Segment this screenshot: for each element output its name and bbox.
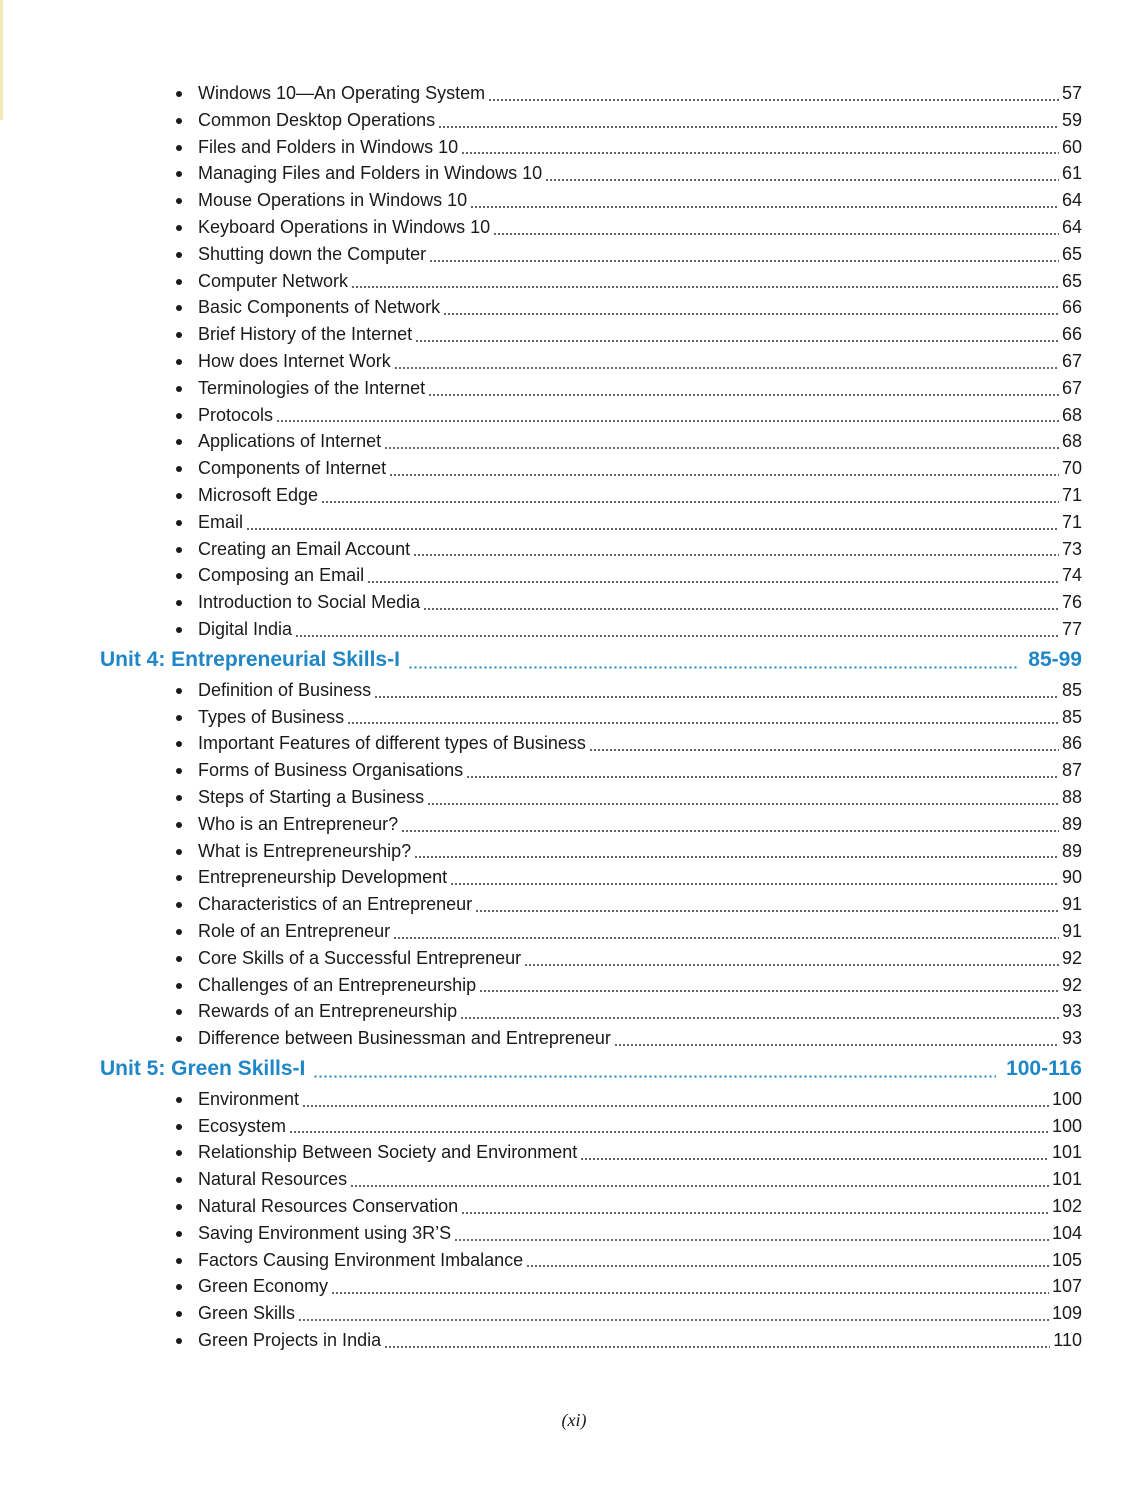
unit-heading[interactable]	[100, 643, 1082, 677]
toc-entry-page: 91	[1061, 920, 1082, 941]
toc-entry-page: 65	[1061, 270, 1082, 291]
dot-leader	[428, 394, 1059, 396]
toc-entry[interactable]	[100, 1193, 1082, 1220]
toc-entry-page: 89	[1061, 813, 1082, 834]
toc-entry-label: Brief History of the Internet	[198, 324, 413, 345]
dot-leader	[331, 1292, 1049, 1294]
toc-entry[interactable]	[100, 428, 1082, 455]
toc-entry-page: 93	[1061, 1001, 1082, 1022]
toc-entry-page: 88	[1061, 786, 1082, 807]
toc-entry-label: Types of Business	[198, 706, 345, 727]
toc-entry-label: Basic Components of Network	[198, 297, 441, 318]
dot-leader	[367, 581, 1059, 583]
dot-leader	[415, 340, 1059, 342]
dot-leader	[443, 313, 1059, 315]
toc-entry-page: 91	[1061, 894, 1082, 915]
toc-entry-page: 71	[1061, 511, 1082, 532]
toc-entry-label: Common Desktop Operations	[198, 109, 436, 130]
toc-entry[interactable]	[100, 1273, 1082, 1300]
toc-entry[interactable]	[100, 241, 1082, 268]
dot-leader	[394, 367, 1059, 369]
toc-entry-label: Factors Causing Environment Imbalance	[198, 1249, 524, 1270]
toc-entry[interactable]	[100, 214, 1082, 241]
toc-entry-page: 101	[1051, 1169, 1082, 1190]
toc-entry-page: 109	[1051, 1303, 1082, 1324]
toc-entry-page: 66	[1061, 297, 1082, 318]
toc-entry[interactable]	[100, 677, 1082, 704]
toc-entry-page: 59	[1061, 109, 1082, 130]
toc-entry[interactable]	[100, 757, 1082, 784]
toc-entry-label: What is Entrepreneurship?	[198, 840, 412, 861]
toc-entry-label: Managing Files and Folders in Windows 10	[198, 163, 543, 184]
toc-entry[interactable]	[100, 294, 1082, 321]
toc-entry-label: Forms of Business Organisations	[198, 760, 464, 781]
toc-entry-label: How does Internet Work	[198, 350, 391, 371]
toc-entry-page: 64	[1061, 190, 1082, 211]
toc-entry-page: 70	[1061, 458, 1082, 479]
dot-leader	[347, 722, 1059, 724]
toc-entry[interactable]	[100, 972, 1082, 999]
toc-entry-page: 76	[1061, 592, 1082, 613]
table-of-contents	[100, 80, 1082, 1354]
toc-entry-label: Files and Folders in Windows 10	[198, 136, 459, 157]
toc-entry-page: 92	[1061, 974, 1082, 995]
toc-entry-page: 93	[1061, 1028, 1082, 1049]
toc-entry[interactable]	[100, 1220, 1082, 1247]
toc-entry-label: Entrepreneurship Development	[198, 867, 448, 888]
toc-entry[interactable]	[100, 730, 1082, 757]
toc-entry-page: 77	[1061, 618, 1082, 639]
dot-leader	[427, 803, 1059, 805]
toc-entry-label: Natural Resources	[198, 1169, 348, 1190]
toc-entry[interactable]	[100, 402, 1082, 429]
toc-entry[interactable]	[100, 1247, 1082, 1274]
unit-title: Unit 5: Green Skills-I	[100, 1056, 306, 1080]
dot-leader	[423, 608, 1059, 610]
toc-entry[interactable]	[100, 811, 1082, 838]
toc-entry[interactable]	[100, 455, 1082, 482]
dot-leader	[350, 1185, 1049, 1187]
toc-entry-label: Characteristics of an Entrepreneur	[198, 894, 473, 915]
dot-leader	[401, 830, 1059, 832]
toc-entry-page: 60	[1061, 136, 1082, 157]
toc-entry[interactable]	[100, 187, 1082, 214]
toc-entry-page: 105	[1051, 1249, 1082, 1270]
toc-entry[interactable]	[100, 509, 1082, 536]
dot-leader	[454, 1239, 1049, 1241]
dot-leader	[461, 1212, 1049, 1214]
unit-page-range: 85-99	[1028, 647, 1082, 671]
toc-entry[interactable]	[100, 482, 1082, 509]
toc-entry-label: Role of an Entrepreneur	[198, 920, 391, 941]
toc-entry-label: Computer Network	[198, 270, 349, 291]
toc-entry[interactable]	[100, 864, 1082, 891]
dot-leader	[389, 474, 1059, 476]
toc-entry-page: 73	[1061, 538, 1082, 559]
dot-leader	[246, 528, 1059, 530]
toc-entry-label: Important Features of different types of Business	[198, 733, 586, 754]
toc-entry[interactable]	[100, 321, 1082, 348]
toc-entry[interactable]	[100, 80, 1082, 107]
toc-entry-page: 64	[1061, 216, 1082, 237]
toc-entry[interactable]	[100, 107, 1082, 134]
toc-entry-label: Introduction to Social Media	[198, 592, 421, 613]
toc-entry-label: Natural Resources Conservation	[198, 1196, 459, 1217]
toc-entry[interactable]	[100, 268, 1082, 295]
toc-entry-label: Creating an Email Account	[198, 538, 411, 559]
toc-entry-label: Difference between Businessman and Entrepreneur	[198, 1028, 611, 1049]
toc-entry-page: 87	[1061, 760, 1082, 781]
dot-leader	[524, 964, 1059, 966]
dot-leader	[614, 1044, 1059, 1046]
toc-entry[interactable]	[100, 616, 1082, 643]
dot-leader	[460, 1017, 1059, 1019]
dot-leader	[384, 447, 1059, 449]
toc-entry-page: 67	[1061, 377, 1082, 398]
dot-leader	[589, 749, 1059, 751]
toc-entry[interactable]	[100, 1086, 1082, 1113]
toc-entry-page: 90	[1061, 867, 1082, 888]
dot-leader	[289, 1131, 1049, 1133]
dot-leader	[302, 1105, 1049, 1107]
dot-leader	[298, 1319, 1049, 1321]
toc-entry-page: 102	[1051, 1196, 1082, 1217]
toc-entry-label: Environment	[198, 1088, 300, 1109]
toc-entry-page: 57	[1061, 83, 1082, 103]
toc-entry[interactable]	[100, 589, 1082, 616]
dot-leader	[295, 635, 1059, 637]
dot-leader	[413, 554, 1059, 556]
toc-entry-label: Email	[198, 511, 244, 532]
page-number: (xi)	[561, 1410, 587, 1430]
toc-entry-page: 85	[1061, 706, 1082, 727]
toc-entry-page: 66	[1061, 324, 1082, 345]
toc-entry[interactable]	[100, 1113, 1082, 1140]
toc-entry[interactable]	[100, 348, 1082, 375]
dot-leader	[545, 179, 1059, 181]
toc-entry-label: Composing an Email	[198, 565, 365, 586]
toc-entry[interactable]	[100, 134, 1082, 161]
toc-entry-label: Steps of Starting a Business	[198, 786, 425, 807]
toc-entry-label: Microsoft Edge	[198, 484, 319, 505]
toc-entry-label: Challenges of an Entrepreneurship	[198, 974, 477, 995]
dot-leader	[450, 883, 1059, 885]
dot-leader	[408, 666, 1018, 669]
toc-entry-page: 104	[1051, 1222, 1082, 1243]
toc-entry-label: Core Skills of a Successful Entrepreneur	[198, 947, 522, 968]
dot-leader	[488, 99, 1059, 101]
toc-entry-label: Definition of Business	[198, 679, 372, 700]
dot-leader	[466, 776, 1059, 778]
page-edge-mark	[0, 0, 3, 120]
toc-entry-label: Ecosystem	[198, 1115, 287, 1136]
toc-entry[interactable]	[100, 160, 1082, 187]
dot-leader	[438, 126, 1059, 128]
dot-leader	[479, 990, 1059, 992]
toc-entry-page: 100	[1051, 1088, 1082, 1109]
dot-leader	[526, 1265, 1049, 1267]
toc-entry[interactable]	[100, 1025, 1082, 1052]
toc-entry[interactable]	[100, 1327, 1082, 1354]
toc-entry[interactable]	[100, 1139, 1082, 1166]
toc-entry-label: Terminologies of the Internet	[198, 377, 426, 398]
toc-entry-label: Who is an Entrepreneur?	[198, 813, 399, 834]
unit-page-range: 100-116	[1006, 1056, 1082, 1080]
toc-entry[interactable]	[100, 838, 1082, 865]
toc-entry-page: 67	[1061, 350, 1082, 371]
toc-entry-label: Windows 10—An Operating System	[198, 83, 486, 103]
toc-entry-label: Components of Internet	[198, 458, 387, 479]
toc-entry-page: 110	[1053, 1330, 1082, 1351]
toc-entry-page: 86	[1061, 733, 1082, 754]
toc-entry-page: 107	[1051, 1276, 1082, 1297]
dot-leader	[429, 260, 1059, 262]
toc-entry-label: Relationship Between Society and Environment	[198, 1142, 578, 1163]
dot-leader	[384, 1346, 1050, 1348]
toc-entry-page: 68	[1061, 404, 1082, 425]
toc-entry[interactable]	[100, 1300, 1082, 1327]
dot-leader	[351, 286, 1059, 288]
toc-entry-label: Green Economy	[198, 1276, 329, 1297]
dot-leader	[461, 152, 1059, 154]
dot-leader	[475, 910, 1059, 912]
toc-entry[interactable]	[100, 562, 1082, 589]
toc-entry-page: 74	[1061, 565, 1082, 586]
toc-entry-page: 92	[1061, 947, 1082, 968]
toc-entry-page: 100	[1051, 1115, 1082, 1136]
toc-entry[interactable]	[100, 918, 1082, 945]
toc-entry-label: Keyboard Operations in Windows 10	[198, 216, 491, 237]
toc-entry-label: Green Projects in India	[198, 1330, 382, 1351]
dot-leader	[580, 1158, 1049, 1160]
toc-entry[interactable]	[100, 536, 1082, 563]
toc-entry[interactable]	[100, 375, 1082, 402]
toc-entry-label: Saving Environment using 3R’S	[198, 1222, 452, 1243]
toc-entry-label: Shutting down the Computer	[198, 243, 427, 264]
toc-entry-page: 89	[1061, 840, 1082, 861]
unit-heading[interactable]	[100, 1052, 1082, 1086]
toc-entry[interactable]	[100, 998, 1082, 1025]
toc-entry-label: Rewards of an Entrepreneurship	[198, 1001, 458, 1022]
toc-entry-label: Green Skills	[198, 1303, 296, 1324]
toc-entry-page: 68	[1061, 431, 1082, 452]
toc-entry[interactable]	[100, 704, 1082, 731]
toc-entry-label: Protocols	[198, 404, 274, 425]
toc-entry[interactable]	[100, 1166, 1082, 1193]
dot-leader	[414, 856, 1059, 858]
toc-entry-page: 61	[1061, 163, 1082, 184]
toc-entry-label: Digital India	[198, 618, 293, 639]
dot-leader	[374, 696, 1059, 698]
dot-leader	[313, 1075, 996, 1078]
dot-leader	[393, 937, 1059, 939]
toc-entry-label: Mouse Operations in Windows 10	[198, 190, 468, 211]
dot-leader	[276, 420, 1059, 422]
unit-title: Unit 4: Entrepreneurial Skills-I	[100, 647, 400, 671]
dot-leader	[321, 501, 1059, 503]
dot-leader	[470, 206, 1059, 208]
toc-entry-page: 85	[1061, 679, 1082, 700]
toc-entry-page: 65	[1061, 243, 1082, 264]
toc-entry-page: 71	[1061, 484, 1082, 505]
toc-entry-label: Applications of Internet	[198, 431, 382, 452]
dot-leader	[493, 233, 1059, 235]
toc-entry[interactable]	[100, 891, 1082, 918]
toc-entry-page: 101	[1051, 1142, 1082, 1163]
toc-entry[interactable]	[100, 784, 1082, 811]
toc-entry[interactable]	[100, 945, 1082, 972]
